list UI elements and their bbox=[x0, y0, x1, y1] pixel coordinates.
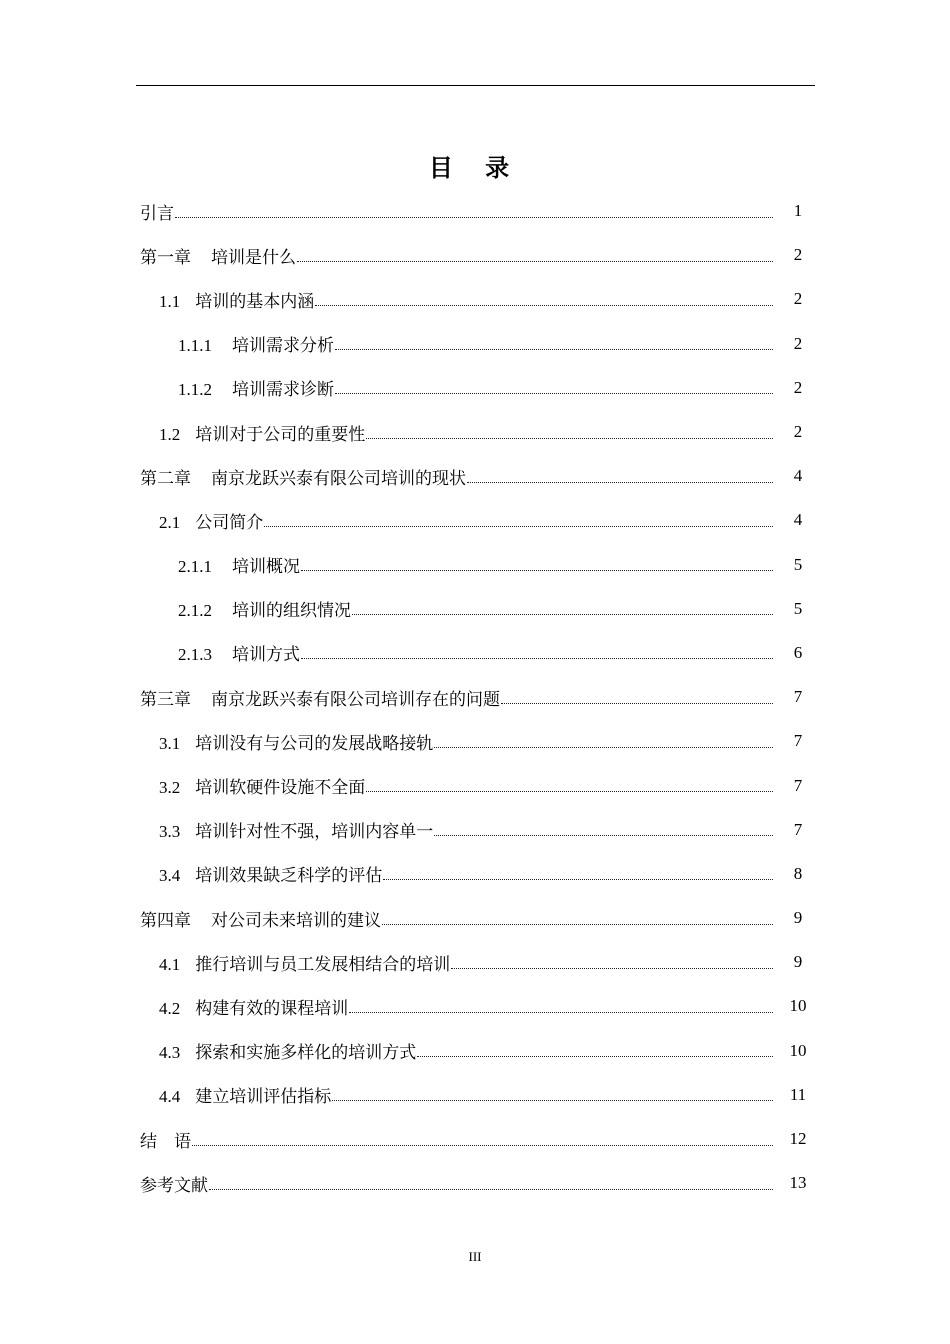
toc-entry-text bbox=[178, 375, 334, 400]
toc-entry-text bbox=[159, 994, 348, 1019]
dot-leader bbox=[175, 217, 773, 218]
toc-entry-label: 培训软硬件设施不全面 bbox=[195, 778, 366, 798]
toc-entry-label: 培训需求诊断 bbox=[232, 380, 334, 400]
toc-entry-text bbox=[159, 861, 382, 886]
toc-entry-number: 2.1 bbox=[159, 512, 181, 532]
toc-entry-label: 建立培训评估指标 bbox=[195, 1087, 332, 1107]
toc-entry-number: 1.1.1 bbox=[178, 336, 212, 356]
dot-leader bbox=[301, 658, 773, 659]
toc-entry-label: 培训是什么 bbox=[211, 247, 296, 267]
toc-entry-number: 1.1.2 bbox=[178, 380, 212, 400]
toc-entry-text bbox=[159, 773, 365, 798]
dot-leader bbox=[192, 1145, 773, 1146]
toc-entry[interactable] bbox=[140, 277, 815, 321]
dot-leader bbox=[301, 570, 773, 571]
dot-leader bbox=[383, 879, 773, 880]
toc-entry-page: 5 bbox=[793, 598, 803, 618]
toc-entry-number: 第四章 bbox=[140, 910, 191, 930]
toc-entry-number: 第三章 bbox=[140, 689, 191, 709]
dot-leader bbox=[315, 305, 773, 306]
toc-entry-number: 第一章 bbox=[140, 247, 191, 267]
toc-entry[interactable] bbox=[140, 1161, 815, 1205]
toc-entry-label: 探索和实施多样化的培训方式 bbox=[195, 1043, 417, 1063]
toc-entry[interactable] bbox=[140, 322, 815, 366]
dot-leader bbox=[335, 349, 773, 350]
toc-entry-page: 7 bbox=[793, 687, 803, 707]
toc-entry-text bbox=[159, 287, 314, 312]
toc-entry[interactable] bbox=[140, 233, 815, 277]
toc-entry-label: 对公司未来培训的建议 bbox=[211, 910, 381, 930]
toc-entry[interactable] bbox=[140, 498, 815, 542]
toc-entry-label: 引言 bbox=[140, 203, 174, 223]
toc-entry[interactable] bbox=[140, 808, 815, 852]
toc-entry-label: 培训需求分析 bbox=[232, 336, 334, 356]
toc-entry[interactable] bbox=[140, 543, 815, 587]
toc-entry[interactable] bbox=[140, 1029, 815, 1073]
dot-leader bbox=[209, 1189, 773, 1190]
toc-entry-page: 7 bbox=[793, 731, 803, 751]
toc-entry[interactable] bbox=[140, 675, 815, 719]
toc-entry-page: 8 bbox=[793, 863, 803, 883]
toc-entry[interactable] bbox=[140, 852, 815, 896]
toc-entry-page: 7 bbox=[793, 775, 803, 795]
dot-leader bbox=[434, 835, 773, 836]
page-number: III bbox=[468, 1249, 482, 1264]
toc-entry-number: 3.4 bbox=[159, 866, 181, 886]
toc-entry-label: 南京龙跃兴泰有限公司培训存在的问题 bbox=[211, 689, 500, 709]
toc-entry-text bbox=[159, 817, 433, 842]
toc-entry-number: 4.1 bbox=[159, 954, 181, 974]
toc-entry-label: 培训效果缺乏科学的评估 bbox=[195, 866, 383, 886]
toc-entry-page: 2 bbox=[793, 377, 803, 397]
toc-entry-label: 推行培训与员工发展相结合的培训 bbox=[195, 954, 451, 974]
toc-entry-label: 构建有效的课程培训 bbox=[195, 998, 349, 1018]
toc-entry-page: 10 bbox=[789, 1040, 807, 1060]
toc-entry-text bbox=[159, 1038, 416, 1063]
toc-entry-text bbox=[140, 1127, 191, 1152]
toc-entry-text bbox=[159, 1082, 331, 1107]
toc-entry-label: 培训针对性不强，培训内容单一 bbox=[195, 822, 434, 842]
toc-entry-label: 培训没有与公司的发展战略接轨 bbox=[195, 733, 434, 753]
toc-entry-label: 结 语 bbox=[140, 1131, 191, 1151]
toc-entry[interactable] bbox=[140, 410, 815, 454]
toc-entry-page: 5 bbox=[793, 554, 803, 574]
toc-entry-text bbox=[178, 331, 334, 356]
dot-leader bbox=[434, 747, 773, 748]
toc-entry-number: 2.1.1 bbox=[178, 557, 212, 577]
dot-leader bbox=[501, 703, 773, 704]
toc-entry-label: 培训方式 bbox=[232, 645, 300, 665]
toc-entry-text bbox=[140, 685, 500, 710]
toc-entry-label: 培训概况 bbox=[232, 557, 300, 577]
toc-entry-page: 4 bbox=[793, 466, 803, 486]
dot-leader bbox=[382, 924, 773, 925]
toc-entry-text bbox=[140, 906, 381, 931]
dot-leader bbox=[417, 1056, 773, 1057]
toc-entry-text bbox=[159, 508, 263, 533]
toc-entry-page: 9 bbox=[793, 952, 803, 972]
toc-entry-number: 3.1 bbox=[159, 733, 181, 753]
toc-entry-text bbox=[140, 199, 174, 224]
toc-entry[interactable] bbox=[140, 1117, 815, 1161]
toc-entry-page: 6 bbox=[793, 642, 803, 662]
toc-entry-page: 11 bbox=[789, 1084, 807, 1104]
dot-leader bbox=[366, 791, 773, 792]
toc-entry-number: 4.4 bbox=[159, 1087, 181, 1107]
toc-entry-text bbox=[178, 552, 300, 577]
table-of-contents bbox=[140, 189, 815, 1205]
dot-leader bbox=[332, 1100, 773, 1101]
toc-entry[interactable] bbox=[140, 719, 815, 763]
toc-entry-number: 4.3 bbox=[159, 1043, 181, 1063]
toc-entry-page: 2 bbox=[793, 245, 803, 265]
toc-entry-label: 培训的基本内涵 bbox=[195, 291, 315, 311]
toc-entry[interactable] bbox=[140, 763, 815, 807]
dot-leader bbox=[467, 482, 773, 483]
toc-entry[interactable] bbox=[140, 454, 815, 498]
toc-entry-page: 12 bbox=[789, 1129, 807, 1149]
toc-entry-page: 9 bbox=[793, 908, 803, 928]
toc-entry[interactable] bbox=[140, 189, 815, 233]
toc-entry-text bbox=[159, 950, 450, 975]
toc-entry-label: 培训的组织情况 bbox=[232, 601, 351, 621]
toc-entry-label: 参考文献 bbox=[140, 1175, 208, 1195]
toc-entry-label: 南京龙跃兴泰有限公司培训的现状 bbox=[211, 468, 466, 488]
toc-entry[interactable] bbox=[140, 896, 815, 940]
toc-entry-text bbox=[140, 243, 296, 268]
toc-entry[interactable] bbox=[140, 587, 815, 631]
dot-leader bbox=[264, 526, 773, 527]
toc-entry-number: 1.2 bbox=[159, 424, 181, 444]
toc-entry[interactable] bbox=[140, 984, 815, 1028]
toc-entry-number: 4.2 bbox=[159, 998, 181, 1018]
toc-entry-page: 13 bbox=[789, 1173, 807, 1193]
dot-leader bbox=[349, 1012, 773, 1013]
toc-entry[interactable] bbox=[140, 940, 815, 984]
toc-entry-number: 1.1 bbox=[159, 291, 181, 311]
toc-entry-text bbox=[140, 464, 466, 489]
toc-entry-number: 3.2 bbox=[159, 778, 181, 798]
toc-entry[interactable] bbox=[140, 366, 815, 410]
toc-entry-number: 第二章 bbox=[140, 468, 191, 488]
toc-entry-page: 4 bbox=[793, 510, 803, 530]
dot-leader bbox=[352, 614, 773, 615]
toc-entry-label: 培训对于公司的重要性 bbox=[195, 424, 366, 444]
toc-entry-text bbox=[178, 640, 300, 665]
toc-title: 目 录 bbox=[428, 154, 522, 182]
toc-entry[interactable] bbox=[140, 631, 815, 675]
dot-leader bbox=[451, 968, 773, 969]
toc-entry-page: 10 bbox=[789, 996, 807, 1016]
dot-leader bbox=[297, 261, 773, 262]
toc-entry-text bbox=[140, 1171, 208, 1196]
toc-entry-text bbox=[159, 420, 365, 445]
header-rule bbox=[136, 85, 815, 86]
toc-entry-page: 2 bbox=[793, 333, 803, 353]
toc-entry[interactable] bbox=[140, 1073, 815, 1117]
toc-entry-number: 2.1.3 bbox=[178, 645, 212, 665]
toc-entry-label: 公司简介 bbox=[195, 512, 264, 532]
toc-entry-number: 2.1.2 bbox=[178, 601, 212, 621]
dot-leader bbox=[366, 438, 773, 439]
toc-entry-page: 7 bbox=[793, 819, 803, 839]
dot-leader bbox=[335, 393, 773, 394]
toc-entry-page: 1 bbox=[793, 201, 803, 221]
toc-entry-page: 2 bbox=[793, 289, 803, 309]
toc-entry-text bbox=[178, 596, 351, 621]
toc-entry-number: 3.3 bbox=[159, 822, 181, 842]
toc-entry-text bbox=[159, 729, 433, 754]
toc-entry-page: 2 bbox=[793, 422, 803, 442]
